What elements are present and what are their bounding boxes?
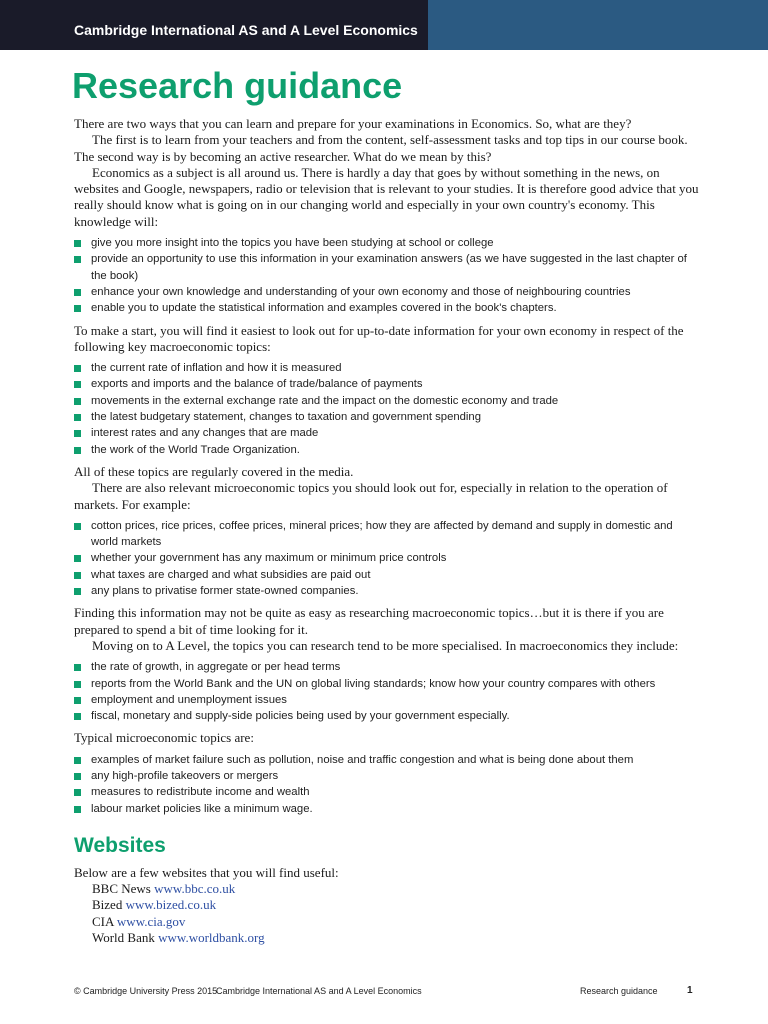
list-item <box>74 676 700 692</box>
list-item-text: the latest budgetary statement, changes to taxation and government spending <box>91 411 482 424</box>
micro-intro-paragraph: There are also relevant microeconomic topics you should look out for, especially in relation to the operation of markets. For example: <box>74 480 668 512</box>
intro-paragraph-1: There are two ways that you can learn and prepare for your examinations in Economics. So, what are they? <box>74 116 632 131</box>
macro-intro-paragraph: To make a start, you will find it easiest to look out for up-to-date information for your own economy in respect of the following key macroeconomic topics: <box>74 322 684 354</box>
square-bullet-icon <box>74 713 81 720</box>
list-item <box>74 300 700 316</box>
website-link[interactable]: www.worldbank.org <box>158 930 265 946</box>
square-bullet-icon <box>74 240 81 247</box>
page-title: Research guidance <box>72 65 403 106</box>
list-item <box>74 360 700 376</box>
square-bullet-icon <box>74 664 81 671</box>
footer-page-number: 1 <box>687 985 693 996</box>
square-bullet-icon <box>74 447 81 454</box>
list-item-text: measures to redistribute income and wealth <box>91 786 310 799</box>
list-item-text: the rate of growth, in aggregate or per head terms <box>91 661 341 674</box>
list-item-text: movements in the external exchange rate and the impact on the domestic economy and trade <box>91 394 559 407</box>
header-accent-block <box>428 0 768 50</box>
square-bullet-icon <box>74 430 81 437</box>
list-item-text: fiscal, monetary and supply-side policies being used by your government especially. <box>91 710 510 723</box>
square-bullet-icon <box>74 555 81 562</box>
footer-section-title: Research guidance <box>580 986 658 996</box>
list-item <box>74 583 700 599</box>
knowledge-benefits-list <box>74 235 700 316</box>
footer-copyright: © Cambridge University Press 2015 <box>74 986 218 996</box>
square-bullet-icon <box>74 697 81 704</box>
list-item-text: any high-profile takeovers or mergers <box>91 769 279 782</box>
website-row <box>74 897 700 913</box>
square-bullet-icon <box>74 757 81 764</box>
square-bullet-icon <box>74 289 81 296</box>
intro-paragraph-3: Economics as a subject is all around us. There is hardly a day that goes by without something in the news, on websites and Google, newspapers, radio or television that is relevant to your studies. It is therefore good advice that you really should know what is going on in our changing world and especially in your own country's economy. This knowledge will: <box>74 164 699 229</box>
list-item <box>74 692 700 708</box>
website-name: BBC News <box>92 881 151 897</box>
list-item <box>74 284 700 300</box>
alevel-micro-list <box>74 752 700 817</box>
square-bullet-icon <box>74 806 81 813</box>
website-name: Bized <box>92 897 123 913</box>
list-item-text: provide an opportunity to use this information in your examination answers (as we have suggested in the last chapter of the book) <box>91 253 687 282</box>
list-item-text: employment and unemployment issues <box>91 693 287 706</box>
websites-intro: Below are a few websites that you will find useful: <box>74 864 339 880</box>
macro-topics-list <box>74 360 700 458</box>
list-item-text: enhance your own knowledge and understanding of your own economy and those of neighbouring countries <box>91 285 631 298</box>
website-row <box>74 930 700 946</box>
list-item-text: interest rates and any changes that are made <box>91 427 319 440</box>
alevel-paragraph: Moving on to A Level, the topics you can research tend to be more specialised. In macroeconomics they include: <box>92 637 679 653</box>
website-link[interactable]: www.bized.co.uk <box>125 897 217 913</box>
list-item <box>74 708 700 724</box>
list-item-text: labour market policies like a minimum wage. <box>91 802 313 815</box>
list-item-text: reports from the World Bank and the UN on global living standards; know how your country compares with others <box>91 677 656 690</box>
list-item <box>74 518 700 551</box>
square-bullet-icon <box>74 588 81 595</box>
list-item-text: any plans to privatise former state-owned companies. <box>91 585 359 598</box>
list-item-text: the current rate of inflation and how it is measured <box>91 362 342 375</box>
website-name: World Bank <box>92 930 155 946</box>
list-item-text: whether your government has any maximum or minimum price controls <box>91 552 447 565</box>
square-bullet-icon <box>74 305 81 312</box>
square-bullet-icon <box>74 381 81 388</box>
square-bullet-icon <box>74 681 81 688</box>
website-link[interactable]: www.bbc.co.uk <box>154 881 236 897</box>
list-item-text: enable you to update the statistical information and examples covered in the book's chapters. <box>91 302 557 315</box>
square-bullet-icon <box>74 789 81 796</box>
list-item <box>74 235 700 251</box>
list-item <box>74 784 700 800</box>
main-content <box>74 116 700 946</box>
media-paragraph: All of these topics are regularly covered in the media. <box>74 463 354 479</box>
list-item-text: the work of the World Trade Organization. <box>91 443 300 456</box>
list-item <box>74 659 700 675</box>
websites-list <box>74 881 700 946</box>
square-bullet-icon <box>74 398 81 405</box>
square-bullet-icon <box>74 572 81 579</box>
finding-paragraph: Finding this information may not be quite as easy as researching macroeconomic topics…but it is there if you are prepared to spend a bit of time looking for it. <box>74 605 664 637</box>
website-link[interactable]: www.cia.gov <box>116 913 186 929</box>
square-bullet-icon <box>74 414 81 421</box>
alevel-macro-list <box>74 659 700 724</box>
list-item-text: give you more insight into the topics you have been studying at school or college <box>91 237 494 250</box>
list-item <box>74 425 700 441</box>
list-item <box>74 752 700 768</box>
website-row <box>74 881 700 897</box>
list-item <box>74 376 700 392</box>
list-item <box>74 409 700 425</box>
list-item <box>74 550 700 566</box>
page-footer <box>74 986 694 1000</box>
footer-book-title: Cambridge International AS and A Level Economics <box>216 986 422 996</box>
header-title: Cambridge International AS and A Level Economics <box>74 22 418 38</box>
square-bullet-icon <box>74 256 81 263</box>
website-row <box>74 914 700 930</box>
website-name: CIA <box>92 913 114 929</box>
list-item-text: what taxes are charged and what subsidies are paid out <box>91 568 371 581</box>
square-bullet-icon <box>74 773 81 780</box>
square-bullet-icon <box>74 365 81 372</box>
list-item <box>74 801 700 817</box>
list-item <box>74 251 700 284</box>
micro-topics-list <box>74 518 700 599</box>
list-item <box>74 567 700 583</box>
intro-paragraph-2: The first is to learn from your teachers and from the content, self-assessment tasks and top tips in our course book. The second way is by becoming an active researcher. What do we mean by this? <box>74 132 688 164</box>
list-item-text: exports and imports and the balance of trade/balance of payments <box>91 378 423 391</box>
list-item-text: cotton prices, rice prices, coffee prices, mineral prices; how they are affected by demand and supply in domestic and world markets <box>91 519 673 549</box>
websites-heading: Websites <box>74 833 166 857</box>
list-item <box>74 442 700 458</box>
list-item <box>74 393 700 409</box>
list-item <box>74 768 700 784</box>
typical-micro-paragraph: Typical microeconomic topics are: <box>74 730 254 746</box>
list-item-text: examples of market failure such as pollution, noise and traffic congestion and what is being done about them <box>91 753 634 766</box>
square-bullet-icon <box>74 523 81 530</box>
